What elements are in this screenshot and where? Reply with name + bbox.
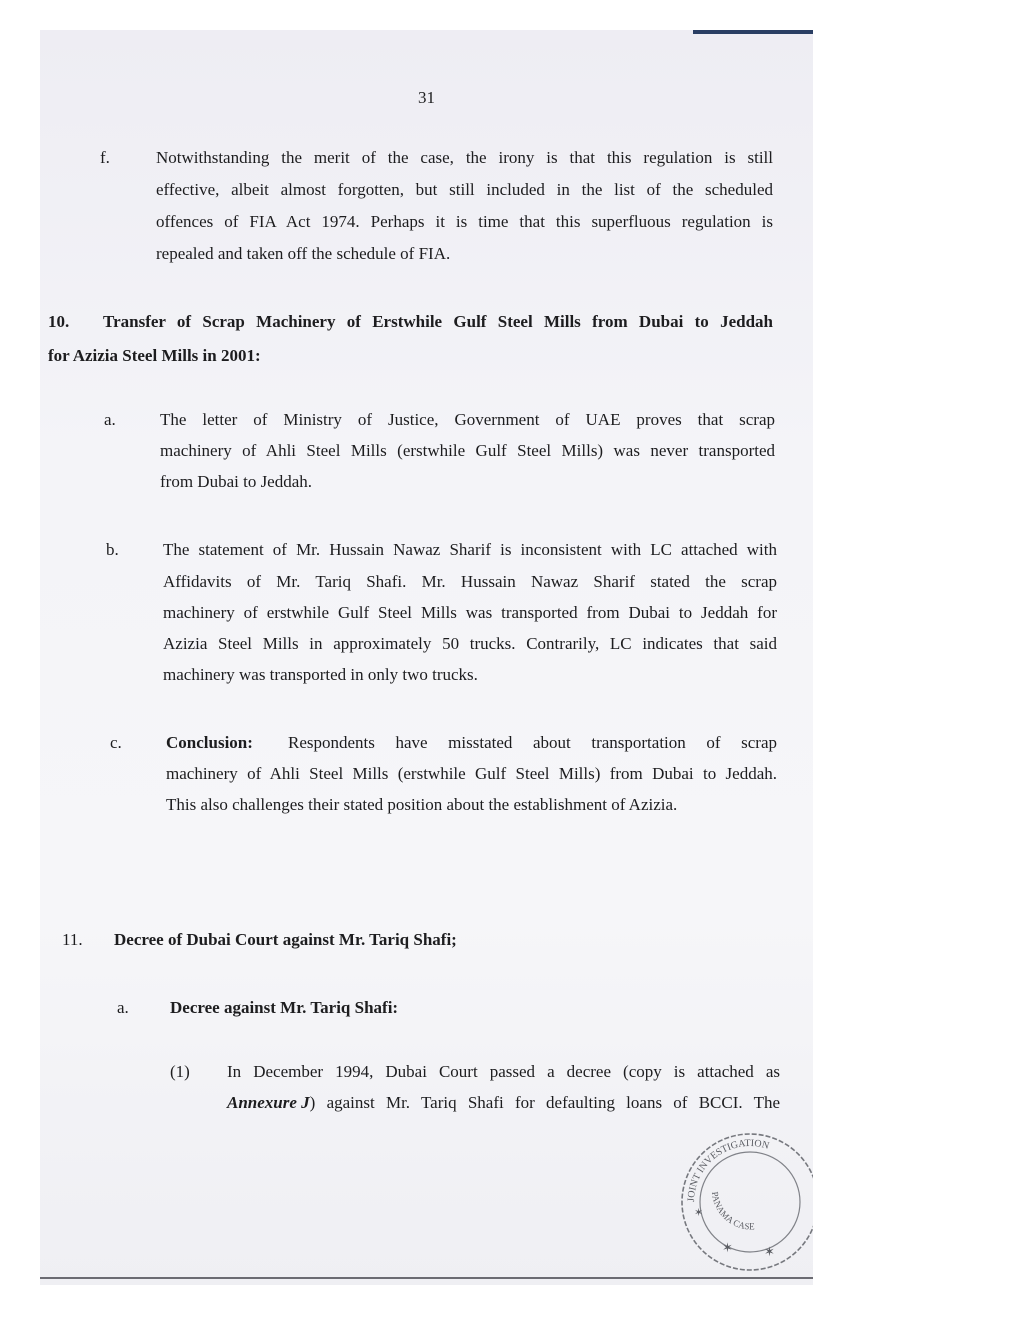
section-10-item-b-line-5: machinery was transported in only two trucks. [163, 665, 478, 684]
stamp-inner-text: PANAMA CASE [709, 1191, 755, 1232]
sub-item-1-line-1: In December 1994, Dubai Court passed a decree (copy is attached as [227, 1062, 780, 1081]
annexure-j-reference: Annexure J [227, 1093, 310, 1112]
section-10-item-c-line-1: Respondents have misstated about transportation of scrap [288, 733, 777, 752]
sub-item-1-line-2-text: ) against Mr. Tariq Shafi for defaulting loans of BCCI. The [309, 1093, 780, 1112]
section-10-item-c-line-2: machinery of Ahli Steel Mills (erstwhile Gulf Steel Mills) from Dubai to Jeddah. [166, 764, 777, 783]
section-10-heading-line-1: Transfer of Scrap Machinery of Erstwhile Gulf Steel Mills from Dubai to Jeddah [103, 312, 773, 331]
section-11-item-a-heading: Decree against Mr. Tariq Shafi: [170, 998, 399, 1017]
document-page [40, 30, 813, 1285]
section-10-number: 10. [48, 312, 70, 331]
stamp-star-icon: ✶ [694, 1207, 704, 1219]
section-10-item-a-line-1: The letter of Ministry of Justice, Government of UAE proves that scrap [160, 410, 775, 429]
sub-item-1-label: (1) [170, 1062, 190, 1081]
item-f-line-2: effective, albeit almost forgotten, but still included in the list of the scheduled [156, 180, 773, 199]
official-stamp [672, 1124, 813, 1274]
section-10-item-c-label: c. [110, 733, 122, 752]
sub-item-1-line-2 [227, 1087, 780, 1119]
stamp-seal-graphic [672, 1124, 813, 1274]
stamp-top-text: JOINT INVESTIGATION [685, 1137, 771, 1203]
section-10-item-b-line-2: Affidavits of Mr. Tariq Shafi. Mr. Hussain Nawaz Sharif stated the scrap [163, 572, 777, 591]
section-10-item-b-line-1: The statement of Mr. Hussain Nawaz Sharif is inconsistent with LC attached with [163, 540, 777, 559]
item-f-line-1: Notwithstanding the merit of the case, the irony is that this regulation is still [156, 148, 773, 167]
item-f-line-4: repealed and taken off the schedule of FIA. [156, 244, 451, 263]
section-11-item-a-label: a. [117, 998, 129, 1017]
section-11-heading: Decree of Dubai Court against Mr. Tariq Shafi; [114, 930, 457, 949]
item-f-label: f. [100, 148, 110, 167]
section-10-item-a-label: a. [104, 410, 116, 429]
page-number: 31 [418, 88, 435, 107]
section-10-heading-line-2: for Azizia Steel Mills in 2001: [48, 346, 261, 365]
section-10-item-c-line-3: This also challenges their stated position about the establishment of Azizia. [166, 795, 678, 814]
section-10-item-a-line-2: machinery of Ahli Steel Mills (erstwhile Gulf Steel Mills) was never transported [160, 441, 775, 460]
conclusion-label: Conclusion: [166, 733, 253, 752]
section-10-item-a-line-3: from Dubai to Jeddah. [160, 472, 313, 491]
section-10-item-b-line-3: machinery of erstwhile Gulf Steel Mills was transported from Dubai to Jeddah for [163, 603, 777, 622]
page-bottom-edge [40, 1277, 813, 1279]
item-f-line-3: offences of FIA Act 1974. Perhaps it is time that this superfluous regulation is [156, 212, 773, 231]
section-11-number: 11. [62, 930, 83, 949]
stamp-star-icon: ✶ [764, 1244, 775, 1259]
section-10-item-b-label: b. [106, 540, 119, 559]
page-top-edge [693, 30, 813, 34]
stamp-star-icon: ✶ [722, 1240, 733, 1255]
section-10-item-b-line-4: Azizia Steel Mills in approximately 50 trucks. Contrarily, LC indicates that said [163, 634, 777, 653]
